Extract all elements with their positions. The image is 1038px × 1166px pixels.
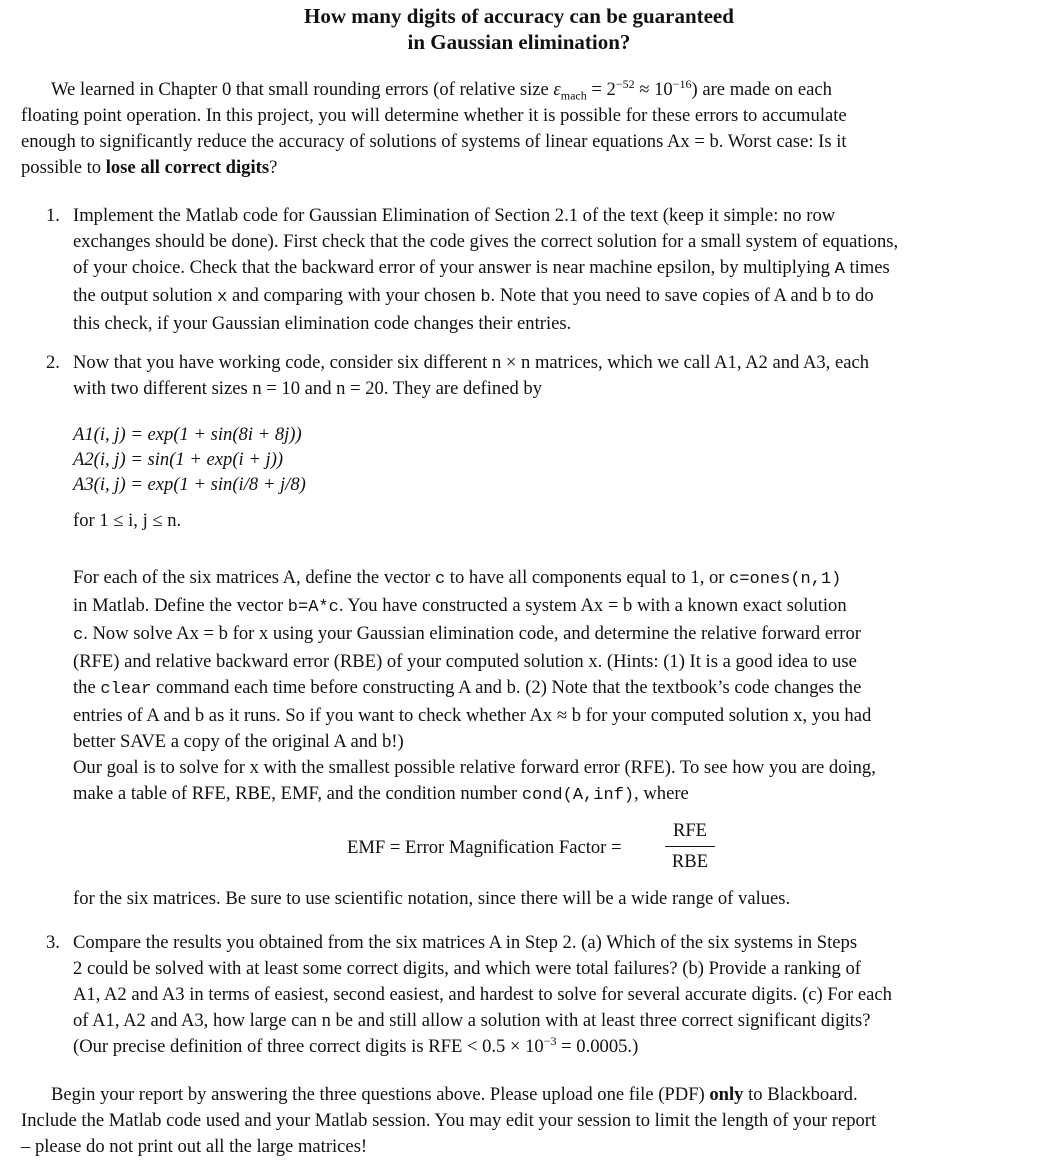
title-line-2: in Gaussian elimination?: [407, 30, 631, 54]
item-3-text: Compare the results you obtained from the six matrices A in Step 2. (a) Which of the six systems in Steps 2 could be solved with at least some correct digits, and which were total failures? (b) Provide a ranking of A1, A2 and A3 in terms of easiest, second easiest, and hardest to solve for several accurate digits. (c) For each of A1, A2 and A3, how large can n be and still allow a solution with at least three correct significant digits? (Our precise definition of three correct digits is RFE < $0.5 \times 10^{-3} = 0.0005$.): [73, 932, 892, 1057]
page-title: [0, 3, 1038, 55]
def-a2: A2(i, j) = sin(1 + exp(i + j)): [73, 449, 284, 470]
emf-denominator: RBE: [671, 851, 709, 873]
matrix-definitions: [73, 422, 306, 497]
def-a1: A1(i, j) = exp(1 + sin(8i + 8j)): [73, 424, 302, 445]
emf-equation: [0, 818, 1038, 874]
emf-lhs: EMF = Error Magnification Factor =: [347, 837, 622, 858]
item-2-number: 2.: [46, 352, 60, 373]
item-2-paragraph-2: For each of the six matrices A, define the vector c to have all components equal to 1, or c=ones(n,1) in Matlab. Define the vector b=A*c. You have constructed a system Ax = b with a known exact solution c. Now solve Ax = b for x using your Gaussian elimination code, and determine the relative forward error (RFE) and relative backward error (RBE) of your computed solution x. (Hints: (1) It is a good idea to use the clear command each time before constructing A and b. (2) Note that the textbook’s code changes the entries of A and b as it runs. So if you want to check whether Ax ≈ b for your computed solution x, you had better SAVE a copy of the original A and b!): [73, 567, 872, 752]
title-line-1: How many digits of accuracy can be guaranteed: [304, 4, 734, 28]
closing-paragraph: Begin your report by answering the three questions above. Please upload one file (PDF) only to Blackboard. Include the Matlab code used and your Matlab session. You may edit your session to limit the length of your report – please do not print out all the large matrices!: [21, 1084, 877, 1157]
item-1-number: 1.: [46, 205, 60, 226]
def-a3: A3(i, j) = exp(1 + sin(i/8 + j/8): [73, 474, 306, 495]
emf-fraction: [665, 818, 715, 875]
item-1-text: Implement the Matlab code for Gaussian Elimination of Section 2.1 of the text (keep it simple: no row exchanges should be done). First check that the code gives the correct solution for a small system of equations, of your choice. Check that the backward error of your answer is near machine epsilon, by multiplying A times the output solution x and comparing with your chosen b. Note that you need to save copies of A and b to do this check, if your Gaussian elimination code changes their entries.: [73, 205, 899, 334]
item-2-intro: Now that you have working code, consider six different n × n matrices, which we call A1, A2 and A3, each with two different sizes n = 10 and n = 20. They are defined by: [73, 352, 870, 399]
item-2-paragraph-4: for the six matrices. Be sure to use scientific notation, since there will be a wide range of values.: [73, 888, 791, 909]
intro-paragraph: [21, 77, 985, 181]
intro-line-1: We learned in Chapter 0 that small rounding errors (of relative size $\varepsilon_{mach} = 2^{-52} \approx 10^{-16}$) are made on each: [51, 76, 832, 103]
emf-numerator: RFE: [672, 820, 708, 841]
fraction-bar: [665, 846, 715, 847]
intro-line-4: possible to lose all correct digits?: [21, 157, 278, 178]
intro-line-3: enough to significantly reduce the accuracy of solutions of systems of linear equations Ax = b. Worst case: Is it: [21, 131, 847, 152]
intro-line-2: floating point operation. In this project, you will determine whether it is possible for these errors to accumulate: [21, 105, 847, 126]
item-2-paragraph-3: Our goal is to solve for x with the smallest possible relative forward error (RFE). To see how you are doing, make a table of RFE, RBE, EMF, and the condition number cond(A,inf), where: [73, 757, 876, 805]
item-3-number: 3.: [46, 932, 60, 953]
index-range: for 1 ≤ i, j ≤ n.: [73, 510, 182, 531]
